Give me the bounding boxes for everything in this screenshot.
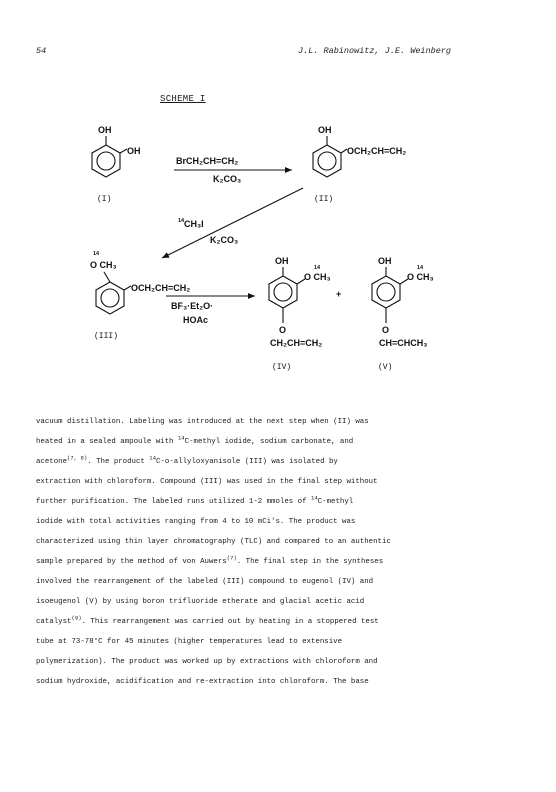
compound-v-o-bottom: O <box>382 325 390 335</box>
text-run: heated in a sealed ampoule with <box>36 438 178 446</box>
text-run: sample prepared by the method of von Auwers <box>36 558 227 566</box>
compound-v-ring <box>372 267 408 323</box>
compound-iv-side-chain: CH₂CH=CH₂ <box>270 338 323 348</box>
text-line <box>36 672 536 692</box>
text-run: acetone <box>36 458 68 466</box>
compound-iii-ring <box>96 272 131 314</box>
text-run: catalyst <box>36 618 72 626</box>
text-line <box>36 632 536 652</box>
compound-iv-label: (IV) <box>272 363 292 372</box>
compound-iv-oh: OH <box>275 256 289 266</box>
compound-iii-isotope: 14 <box>93 251 100 257</box>
text-line <box>36 512 536 532</box>
text-run: further purification. The labeled runs utilized 1-2 mmoles of <box>36 498 311 506</box>
compound-ii-label: (II) <box>314 195 334 204</box>
text-line <box>36 572 536 592</box>
compound-v-side-chain: CH=CHCH₃ <box>379 338 428 348</box>
text-run: . The final step in the syntheses <box>236 558 384 566</box>
compound-iv-methoxy: O CH₃ <box>304 272 331 282</box>
text-run: extraction with chloroform. Compound (III) was used in the final step without <box>36 478 378 486</box>
text-run: C-o-allyloxyanisole (III) was isolated by <box>156 458 338 466</box>
compound-i-ring <box>92 136 127 177</box>
text-run: . This rearrangement was carried out by heating in a stoppered test <box>81 618 379 626</box>
reaction-2-reagent-1: CH₃I <box>184 219 204 229</box>
text-line <box>36 652 536 672</box>
superscript: 14 <box>149 454 157 462</box>
compound-iii-label: (III) <box>94 332 119 341</box>
page-number: 54 <box>36 46 47 56</box>
superscript: (9) <box>71 614 82 622</box>
plus-sign: + <box>336 289 342 299</box>
compound-ii-oh: OH <box>318 125 332 135</box>
text-line <box>36 492 536 512</box>
compound-v-isotope: 14 <box>417 265 424 271</box>
superscript: 14 <box>310 494 318 502</box>
text-run: C-methyl <box>317 498 354 506</box>
text-line <box>36 412 536 432</box>
superscript: (7, 8) <box>67 454 88 462</box>
text-run: sodium hydroxide, acidification and re-extraction into chloroform. The base <box>36 678 369 686</box>
compound-iii-methoxy: O CH₃ <box>90 260 117 270</box>
compound-iv-ring <box>269 267 305 323</box>
text-line <box>36 472 536 492</box>
text-line <box>36 612 536 632</box>
compound-i-oh-side: OH <box>127 146 141 156</box>
reaction-3-reagent-bottom: HOAc <box>183 315 209 325</box>
text-run: C-methyl iodide, sodium carbonate, and <box>184 438 354 446</box>
scheme-title: SCHEME I <box>160 94 206 104</box>
compound-ii-ring <box>313 136 347 177</box>
text-line <box>36 432 536 452</box>
compound-iv-o-bottom: O <box>279 325 287 335</box>
compound-i-label: (I) <box>97 195 112 204</box>
superscript: 14 <box>177 434 185 442</box>
text-line <box>36 532 536 552</box>
body-text <box>36 412 536 692</box>
text-line <box>36 452 536 472</box>
text-run: characterized using thin layer chromatography (TLC) and compared to an authentic <box>36 538 391 546</box>
text-run: vacuum distillation. Labeling was introduced at the next step when (II) was <box>36 418 369 426</box>
reaction-2-isotope: 14 <box>178 218 185 224</box>
text-run: isoeugenol (V) by using boron trifluoride etherate and glacial acetic acid <box>36 598 365 606</box>
reaction-1-reagent-top: BrCH₂CH=CH₂ <box>176 156 239 166</box>
superscript: (7) <box>226 554 237 562</box>
reaction-1-reagent-bottom: K₂CO₃ <box>213 174 242 184</box>
text-run: iodide with total activities ranging from 4 to 10 mCi's. The product was <box>36 518 356 526</box>
text-run: tube at 73-78°C for 45 minutes (higher temperatures lead to extensive <box>36 638 343 646</box>
compound-i-oh-top: OH <box>98 125 112 135</box>
compound-iii-substituent: OCH₂CH=CH₂ <box>131 283 191 293</box>
reaction-2-reagent-2: K₂CO₃ <box>210 235 239 245</box>
reaction-3-reagent-top: BF₃·Et₂O· <box>171 301 214 311</box>
text-run: involved the rearrangement of the labeled (III) compound to eugenol (IV) and <box>36 578 374 586</box>
compound-iv-isotope: 14 <box>314 265 321 271</box>
compound-ii-substituent: OCH₂CH=CH₂ <box>347 146 407 156</box>
text-line <box>36 552 536 572</box>
running-header: J.L. Rabinowitz, J.E. Weinberg <box>298 46 452 56</box>
text-line <box>36 592 536 612</box>
compound-v-methoxy: O CH₃ <box>407 272 434 282</box>
compound-v-oh: OH <box>378 256 392 266</box>
text-run: . The product <box>87 458 150 466</box>
text-run: polymerization). The product was worked up by extractions with chloroform and <box>36 658 378 666</box>
compound-v-label: (V) <box>378 363 393 372</box>
